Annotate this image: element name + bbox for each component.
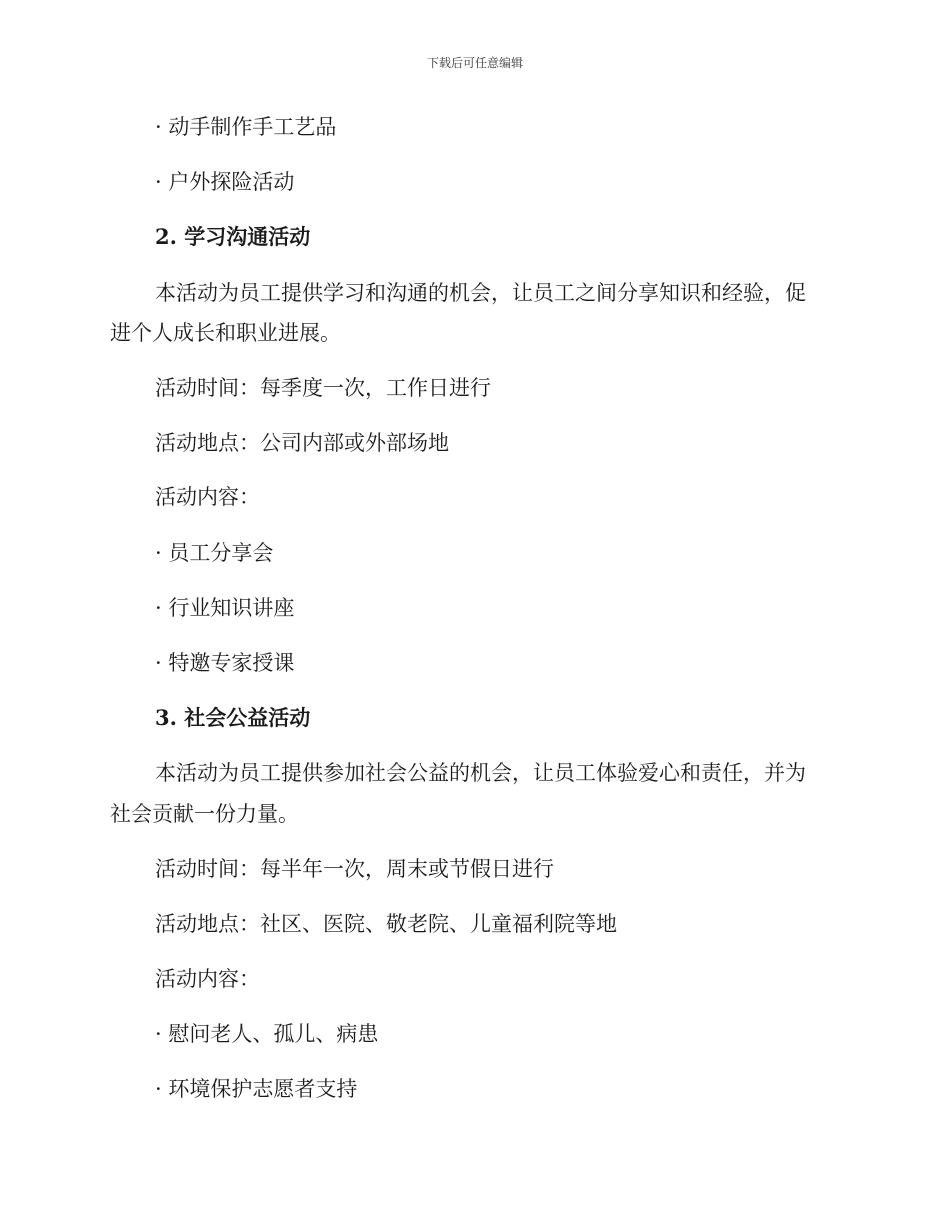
paragraph-line: 本活动为员工提供参加社会公益的机会，让员工体验爱心和责任，并为 xyxy=(155,761,806,785)
paragraph-line: 社会贡献一份力量。 xyxy=(110,802,299,826)
bullet-item: · 特邀专家授课 xyxy=(155,651,295,675)
page-header-note: 下载后可任意编辑 xyxy=(426,56,523,70)
bullet-item: · 员工分享会 xyxy=(155,541,274,565)
bullet-item: · 行业知识讲座 xyxy=(155,596,295,620)
paragraph-line: 本活动为员工提供学习和沟通的机会，让员工之间分享知识和经验，促 xyxy=(155,281,806,305)
bullet-item: · 动手制作手工艺品 xyxy=(155,115,337,139)
activity-place: 活动地点：社区、医院、敬老院、儿童福利院等地 xyxy=(155,912,617,936)
activity-content-label: 活动内容： xyxy=(155,485,260,509)
paragraph-line: 进个人成长和职业进展。 xyxy=(110,321,341,345)
activity-time: 活动时间：每季度一次，工作日进行 xyxy=(155,376,491,400)
bullet-item: · 户外探险活动 xyxy=(155,170,295,194)
activity-time: 活动时间：每半年一次，周末或节假日进行 xyxy=(155,857,554,881)
section-heading: 3. 社会公益活动 xyxy=(155,705,311,730)
activity-place: 活动地点：公司内部或外部场地 xyxy=(155,431,449,455)
activity-content-label: 活动内容： xyxy=(155,967,260,991)
section-heading: 2. 学习沟通活动 xyxy=(155,224,311,249)
bullet-item: · 环境保护志愿者支持 xyxy=(155,1077,358,1101)
bullet-item: · 慰问老人、孤儿、病患 xyxy=(155,1022,379,1046)
